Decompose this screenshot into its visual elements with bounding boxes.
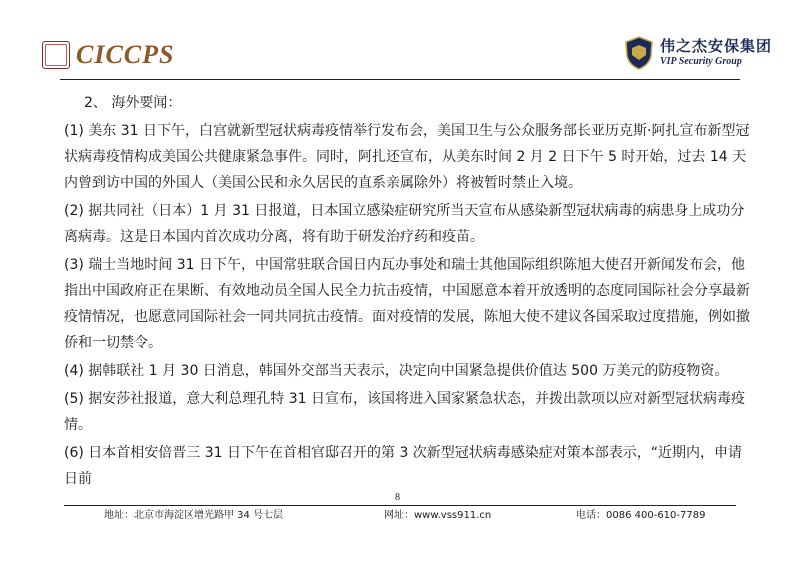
page-footer bbox=[0, 480, 800, 540]
news-item-3: (3) 瑞士当地时间 31 日下午，中国常驻联合国日内瓦办事处和瑞士其他国际组织陈旭大使召开新闻发布会，他指出中国政府正在果断、有效地动员全国人民全力抗击疫情，中国愿意本着开放透明的态度同国际社会分享最新疫情情况，也愿意同国际社会一同共同抗击疫情。面对疫情的发展，陈旭大使不建议各国采取过度措施，例如撤侨和一切禁令。 bbox=[64, 257, 750, 351]
vip-group-name-cn: 伟之杰安保集团 bbox=[659, 38, 772, 55]
ciccps-logo bbox=[42, 40, 175, 70]
news-item-4: (4) 据韩联社 1 月 30 日消息，韩国外交部当天表示，决定向中国紧急提供价值达 500 万美元的防疫物资。 bbox=[64, 363, 729, 379]
news-item-1: (1) 美东 31 日下午，白宫就新型冠状病毒疫情举行发布会，美国卫生与公众服务部长亚历克斯·阿扎宣布新型冠状病毒疫情构成美国公共健康紧急事件。同时，阿扎还宣布，从美东时间 2 月 2 日下午 5 时开始，过去 14 天内曾到访中国的外国人（美国公民和永久居民的直系亲属除外）将被暂时禁止入境。 bbox=[64, 123, 750, 191]
brand-name: CICCPS bbox=[76, 40, 175, 69]
footer-website: 网址：www.vss911.cn bbox=[384, 510, 492, 521]
shield-icon bbox=[624, 36, 654, 70]
header-divider bbox=[60, 79, 740, 80]
footer-phone: 电话：0086 400-610-7789 bbox=[576, 510, 706, 521]
footer-address: 地址：北京市海淀区增光路甲 34 号七层 bbox=[104, 510, 284, 521]
news-item-5: (5) 据安莎社报道，意大利总理孔特 31 日宣布，该国将进入国家紧急状态，并拨出款项以应对新型冠状病毒疫情。 bbox=[64, 391, 745, 433]
section-title: 2、 海外要闻： bbox=[84, 95, 182, 111]
seal-icon bbox=[42, 41, 70, 69]
page-header bbox=[0, 0, 800, 80]
news-item-2: (2) 据共同社（日本）1 月 31 日报道，日本国立感染症研究所当天宣布从感染新型冠状病毒的病患身上成功分离病毒。这是日本国内首次成功分离，将有助于研发治疗药和疫苗。 bbox=[64, 203, 745, 245]
news-item-6: (6) 日本首相安倍晋三 31 日下午在首相官邸召开的第 3 次新型冠状病毒感染症对策本部表示，“近期内，申请日前 bbox=[64, 445, 743, 487]
page-number: 8 bbox=[395, 492, 400, 503]
vip-group-name-en: VIP Security Group bbox=[659, 55, 742, 67]
document-body bbox=[64, 90, 754, 494]
vip-security-logo bbox=[624, 36, 772, 70]
